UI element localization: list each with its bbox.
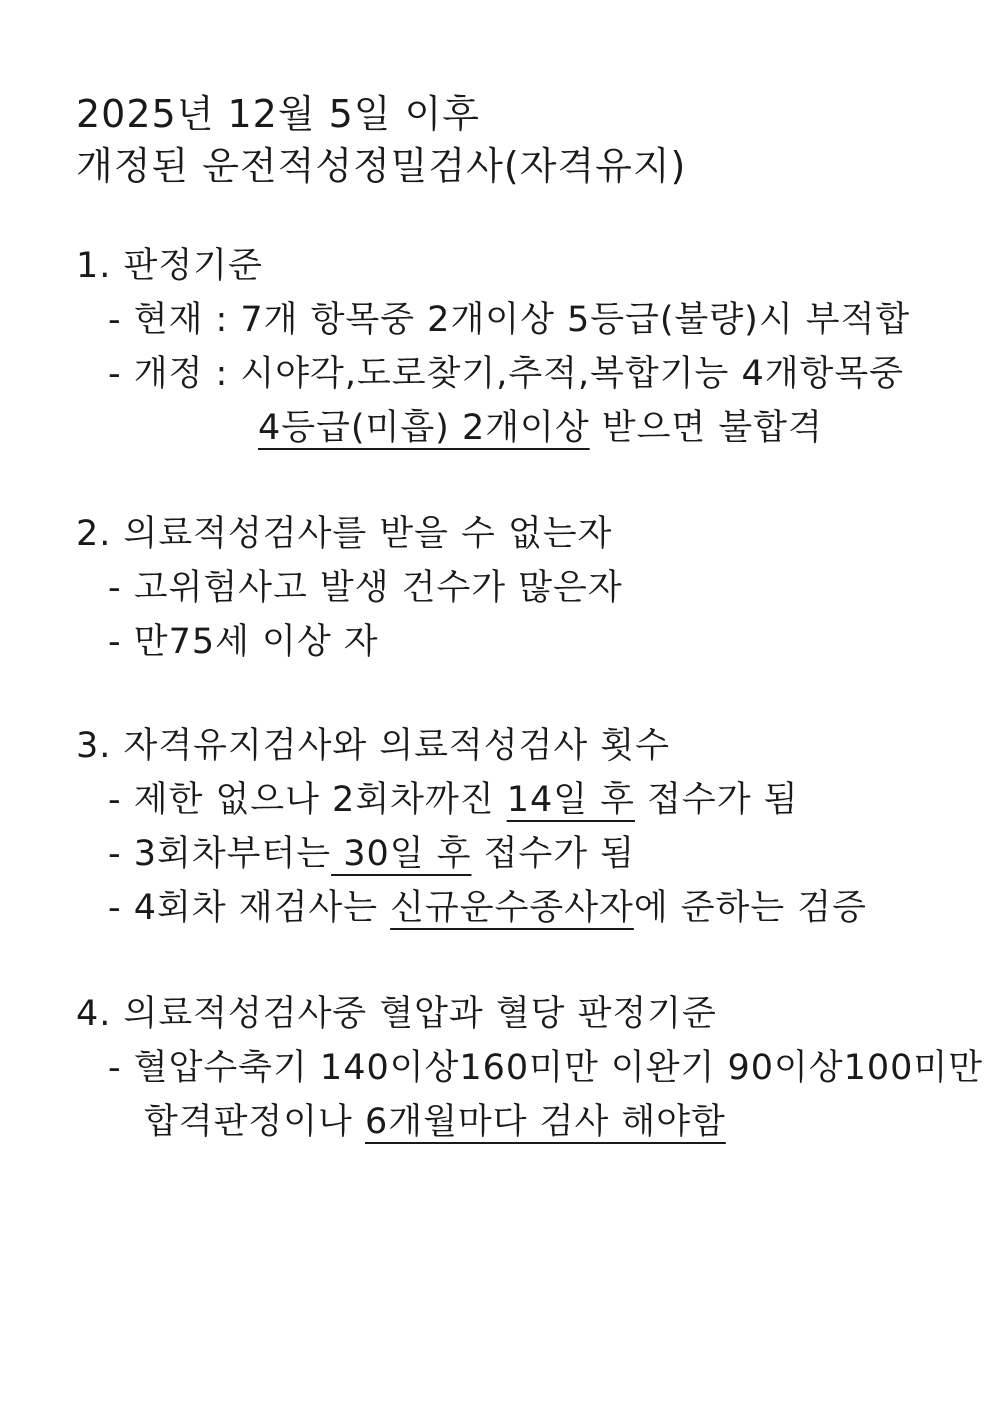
plain-text: 에 준하는 검증 (633, 888, 867, 928)
section-2-item-1: - 고위험사고 발생 건수가 많은자 (108, 568, 623, 608)
section-1-heading: 1. 판정기준 (76, 246, 263, 286)
title-main: 개정된 운전적성정밀검사(자격유지) (76, 144, 687, 188)
underlined-text: 30일 후 (331, 834, 472, 874)
section-3-heading: 3. 자격유지검사와 의료적성검사 횟수 (76, 726, 670, 766)
plain-text: 합격판정이나 (144, 1102, 365, 1142)
section-3-item-3 (108, 886, 867, 930)
section-3-item-1 (108, 778, 799, 822)
underlined-text: 4등급(미흡) 2개이상 (258, 408, 590, 448)
plain-text: 받으면 불합격 (589, 408, 823, 448)
section-2-item-2: - 만75세 이상 자 (108, 622, 379, 662)
title-date: 2025년 12월 5일 이후 (76, 92, 481, 136)
plain-text: - 4회차 재검사는 (108, 888, 391, 928)
plain-text: - 제한 없으나 2회차까진 (108, 780, 507, 820)
underlined-text: 6개월마다 검사 해야함 (365, 1102, 726, 1142)
underlined-text: 신규운수종사자 (390, 888, 634, 928)
plain-text: - 3회차부터는 (108, 834, 332, 874)
section-4-item-1: - 혈압수축기 140이상160미만 이완기 90이상100미만 (108, 1048, 984, 1088)
section-2-heading: 2. 의료적성검사를 받을 수 없는자 (76, 514, 613, 554)
plain-text: 접수가 됨 (471, 834, 635, 874)
section-1-current: - 현재 : 7개 항목중 2개이상 5등급(불량)시 부적합 (108, 300, 911, 340)
plain-text: 접수가 됨 (635, 780, 799, 820)
section-3-item-2 (108, 832, 635, 876)
underlined-text: 14일 후 (506, 780, 635, 820)
section-4-item-1-continued (144, 1100, 726, 1144)
section-1-revised: - 개정 : 시야각,도로찾기,추적,복합기능 4개항목중 (108, 354, 904, 394)
section-4-heading: 4. 의료적성검사중 혈압과 혈당 판정기준 (76, 994, 717, 1034)
section-1-revised-continued (258, 406, 823, 450)
